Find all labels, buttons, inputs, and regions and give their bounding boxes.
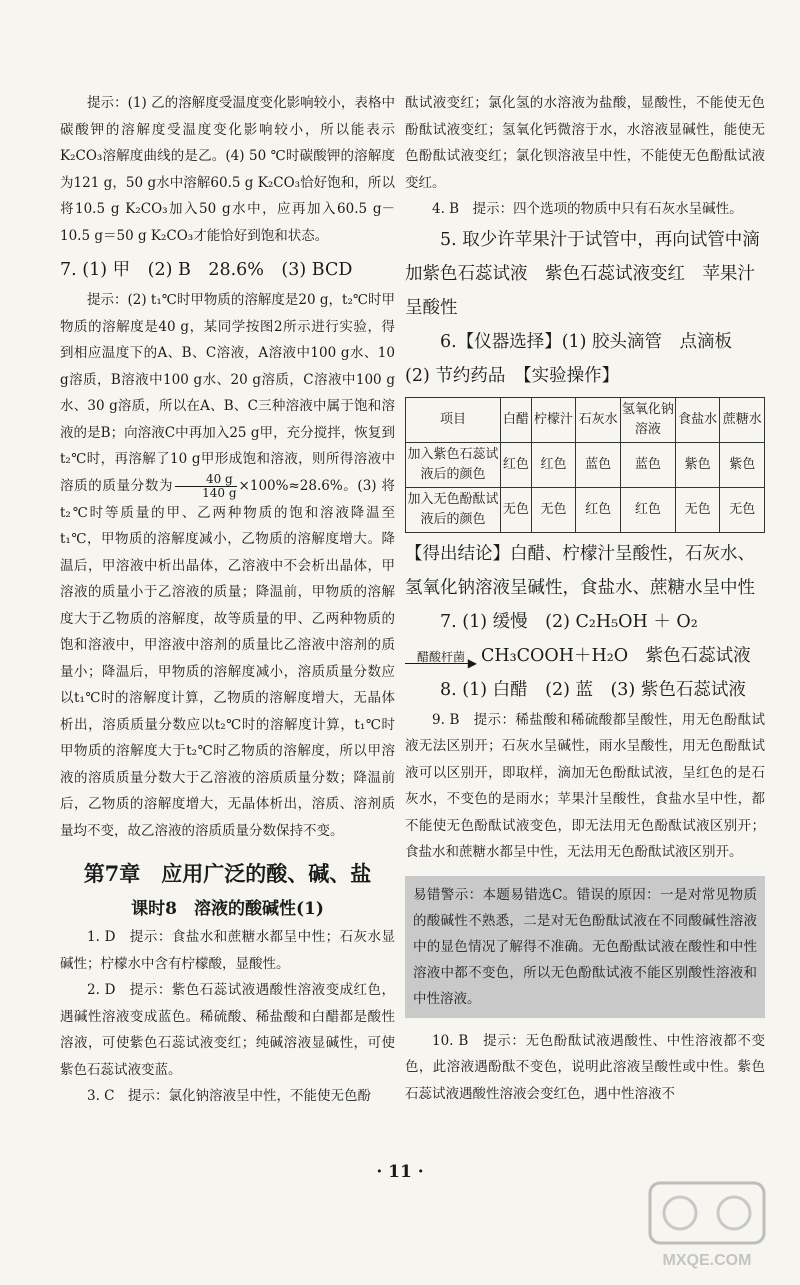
table-header-cell: 柠檬汁 — [531, 397, 576, 442]
answer-7: 7. (1) 甲 (2) B 28.6% (3) BCD — [60, 260, 353, 280]
left-column — [60, 90, 395, 1110]
error-warning-box: 易错警示：本题易错选C。错误的原因：一是对常见物质的酸碱性不熟悉，二是对无色酚酞试液在不同酸碱性溶液中的显色情况了解得不准确。无色酚酞试液在酸性和中性溶液中都不变色，所以无色酚酞试液不能区别酸性溶液和中性溶液。 — [405, 876, 765, 1018]
table-cell: 紫色 — [720, 442, 765, 487]
watermark-logo-icon — [642, 1175, 772, 1275]
table-row — [406, 487, 765, 532]
table-row — [406, 442, 765, 487]
lesson-title: 课时8 溶液的酸碱性(1) — [131, 899, 324, 919]
reaction-condition: 醋酸杆菌 — [416, 650, 465, 664]
table-cell: 加入无色酚酞试液后的颜色 — [406, 487, 501, 532]
table-header-cell: 蔗糖水 — [720, 397, 765, 442]
hint-7-part-a: 提示：(2) t₁℃时甲物质的溶解度是20 g，t₂℃时甲物质的溶解度是40 g，某同学按图2所示进行实验，得到相应温度下的A、B、C溶液，A溶液中100 g水、10 g溶质，B溶液中100 g水、20 g溶质，C溶液中100 g水、30 g溶质，所以在A、B、C三种溶液中属于饱和溶液的是B；向溶液C中再加入25 g甲，充分搅拌，恢复到t₂℃时，再溶解了10 g甲形成饱和溶液，则所得溶液中溶质的质量分数为 — [60, 292, 395, 494]
table-cell: 无色 — [675, 487, 720, 532]
question-7: 7. (1) 缓慢 (2) C₂H₅OH ＋ O₂ — [440, 611, 698, 632]
question-3: 3. C 提示：氯化钠溶液呈中性，不能使无色酚 — [87, 1088, 372, 1104]
watermark-text: MXQE.COM — [662, 1252, 752, 1269]
fraction — [175, 473, 236, 500]
question-1: 1. D 提示：食盐水和蔗糖水都呈中性；石灰水显碱性；柠檬水中含有柠檬酸，显酸性。 — [60, 929, 395, 972]
equation-line — [405, 639, 765, 673]
table-header-cell: 氢氧化钠溶液 — [620, 397, 675, 442]
table-cell: 蓝色 — [620, 442, 675, 487]
table-header-cell: 项目 — [406, 397, 501, 442]
chapter-title: 第7章 应用广泛的酸、碱、盐 — [83, 861, 372, 886]
conclusion: 【得出结论】白醋、柠檬汁呈酸性，石灰水、氢氧化钠溶液呈碱性，食盐水、蔗糖水呈中性 — [405, 543, 755, 598]
table-header-cell: 白醋 — [501, 397, 532, 442]
table-cell: 红色 — [576, 487, 621, 532]
hint-7-part-b: ×100%≈28.6%。(3) 将t₂℃时等质量的甲、乙两种物质的饱和溶液降温至t₁℃，甲物质的溶解度减小，乙物质的溶解度增大。降温后，甲溶液中析出晶体，乙溶液中不会析出晶体，甲溶液的质量小于乙溶液的质量；降温前，甲物质的溶解度大于乙物质的溶解度，故等质量的甲、乙两种物质的饱和溶液中，甲溶液中溶剂的质量比乙溶液中溶剂的质量小；降温后，甲物质的溶解度减小，溶质质量分数应以t₁℃时的溶解度计算，乙物质的溶解度增大，无晶体析出，溶质质量分数应以t₂℃时的溶解度计算，t₁℃时甲物质的溶解度大于t₂℃时乙物质的溶解度，所以甲溶液的溶质质量分数大于乙溶液的溶质质量分数；降温前后，乙物质的溶解度增大，无晶体析出，溶质、溶剂质量均不变，故乙溶液的溶质质量分数保持不变。 — [60, 477, 395, 839]
question-9: 9. B 提示：稀盐酸和稀硫酸都呈酸性，用无色酚酞试液无法区别开；石灰水呈碱性，雨水呈酸性，用无色酚酞试液可以区别开，即取样，滴加无色酚酞试液，呈红色的是石灰水，不变色的是雨水；苹果汁呈酸性，食盐水呈中性，都不能使无色酚酞试液变色，即无法用无色酚酞试液区别开；食盐水和蔗糖水都呈中性，无法用无色酚酞试液区别开。 — [405, 711, 765, 860]
table-cell: 蓝色 — [576, 442, 621, 487]
right-column — [405, 90, 765, 1107]
question-4: 4. B 提示：四个选项的物质中只有石灰水呈碱性。 — [432, 201, 743, 217]
table-cell: 无色 — [720, 487, 765, 532]
table-header-row — [406, 397, 765, 442]
question-3-continued: 酞试液变红；氯化氢的水溶液为盐酸，显酸性，不能使无色酚酞试液变红；氢氧化钙微溶于水，水溶液显碱性，能使无色酚酞试液变红；氯化钡溶液呈中性，不能使无色酚酞试液变红。 — [405, 95, 765, 191]
question-5: 5. 取少许苹果汁于试管中，再向试管中滴加紫色石蕊试液 紫色石蕊试液变红 苹果汁呈酸性 — [405, 229, 760, 318]
question-8: 8. (1) 白醋 (2) 蓝 (3) 紫色石蕊试液 — [440, 679, 746, 700]
experiment-table — [405, 397, 765, 533]
page-number: · 11 · — [376, 1162, 424, 1182]
question-2: 2. D 提示：紫色石蕊试液遇酸性溶液变成红色，遇碱性溶液变成蓝色。稀硫酸、稀盐酸和白醋都是酸性溶液，可使紫色石蕊试液变红；纯碱溶液显碱性，可使紫色石蕊试液变蓝。 — [60, 982, 395, 1078]
table-cell: 无色 — [531, 487, 576, 532]
hint-block-1: 提示：(1) 乙的溶解度受温度变化影响较小，表格中碳酸钾的溶解度受温度变化影响较小，所以能表示K₂CO₃溶解度曲线的是乙。(4) 50 ℃时碳酸钾的溶解度为121 g，50 g水中溶解60.5 g K₂CO₃恰好饱和，所以将10.5 g K₂CO₃加入50 g水中，应再加入60.5 g－10.5 g＝50 g K₂CO₃才能恰好到饱和状态。 — [60, 95, 395, 244]
table-cell: 红色 — [620, 487, 675, 532]
table-header-cell: 石灰水 — [576, 397, 621, 442]
table-cell: 红色 — [531, 442, 576, 487]
table-cell: 加入紫色石蕊试液后的颜色 — [406, 442, 501, 487]
question-10: 10. B 提示：无色酚酞试液遇酸性、中性溶液都不变色，此溶液遇酚酞不变色，说明此溶液呈酸性或中性。紫色石蕊试液遇酸性溶液会变红色，遇中性溶液不 — [405, 1032, 765, 1102]
table-cell: 无色 — [501, 487, 532, 532]
equation-products: CH₃COOH＋H₂O 紫色石蕊试液 — [481, 645, 751, 666]
hint-block-7 — [60, 287, 395, 844]
table-header-cell: 食盐水 — [675, 397, 720, 442]
question-6: 6.【仪器选择】(1) 胶头滴管 点滴板 (2) 节约药品 【实验操作】 — [405, 331, 750, 386]
reaction-arrow: 醋酸杆菌 ▶ — [405, 644, 477, 668]
fraction-numerator: 40 g — [175, 473, 236, 487]
fraction-denominator: 140 g — [202, 485, 237, 500]
table-cell: 紫色 — [675, 442, 720, 487]
table-cell: 红色 — [501, 442, 532, 487]
